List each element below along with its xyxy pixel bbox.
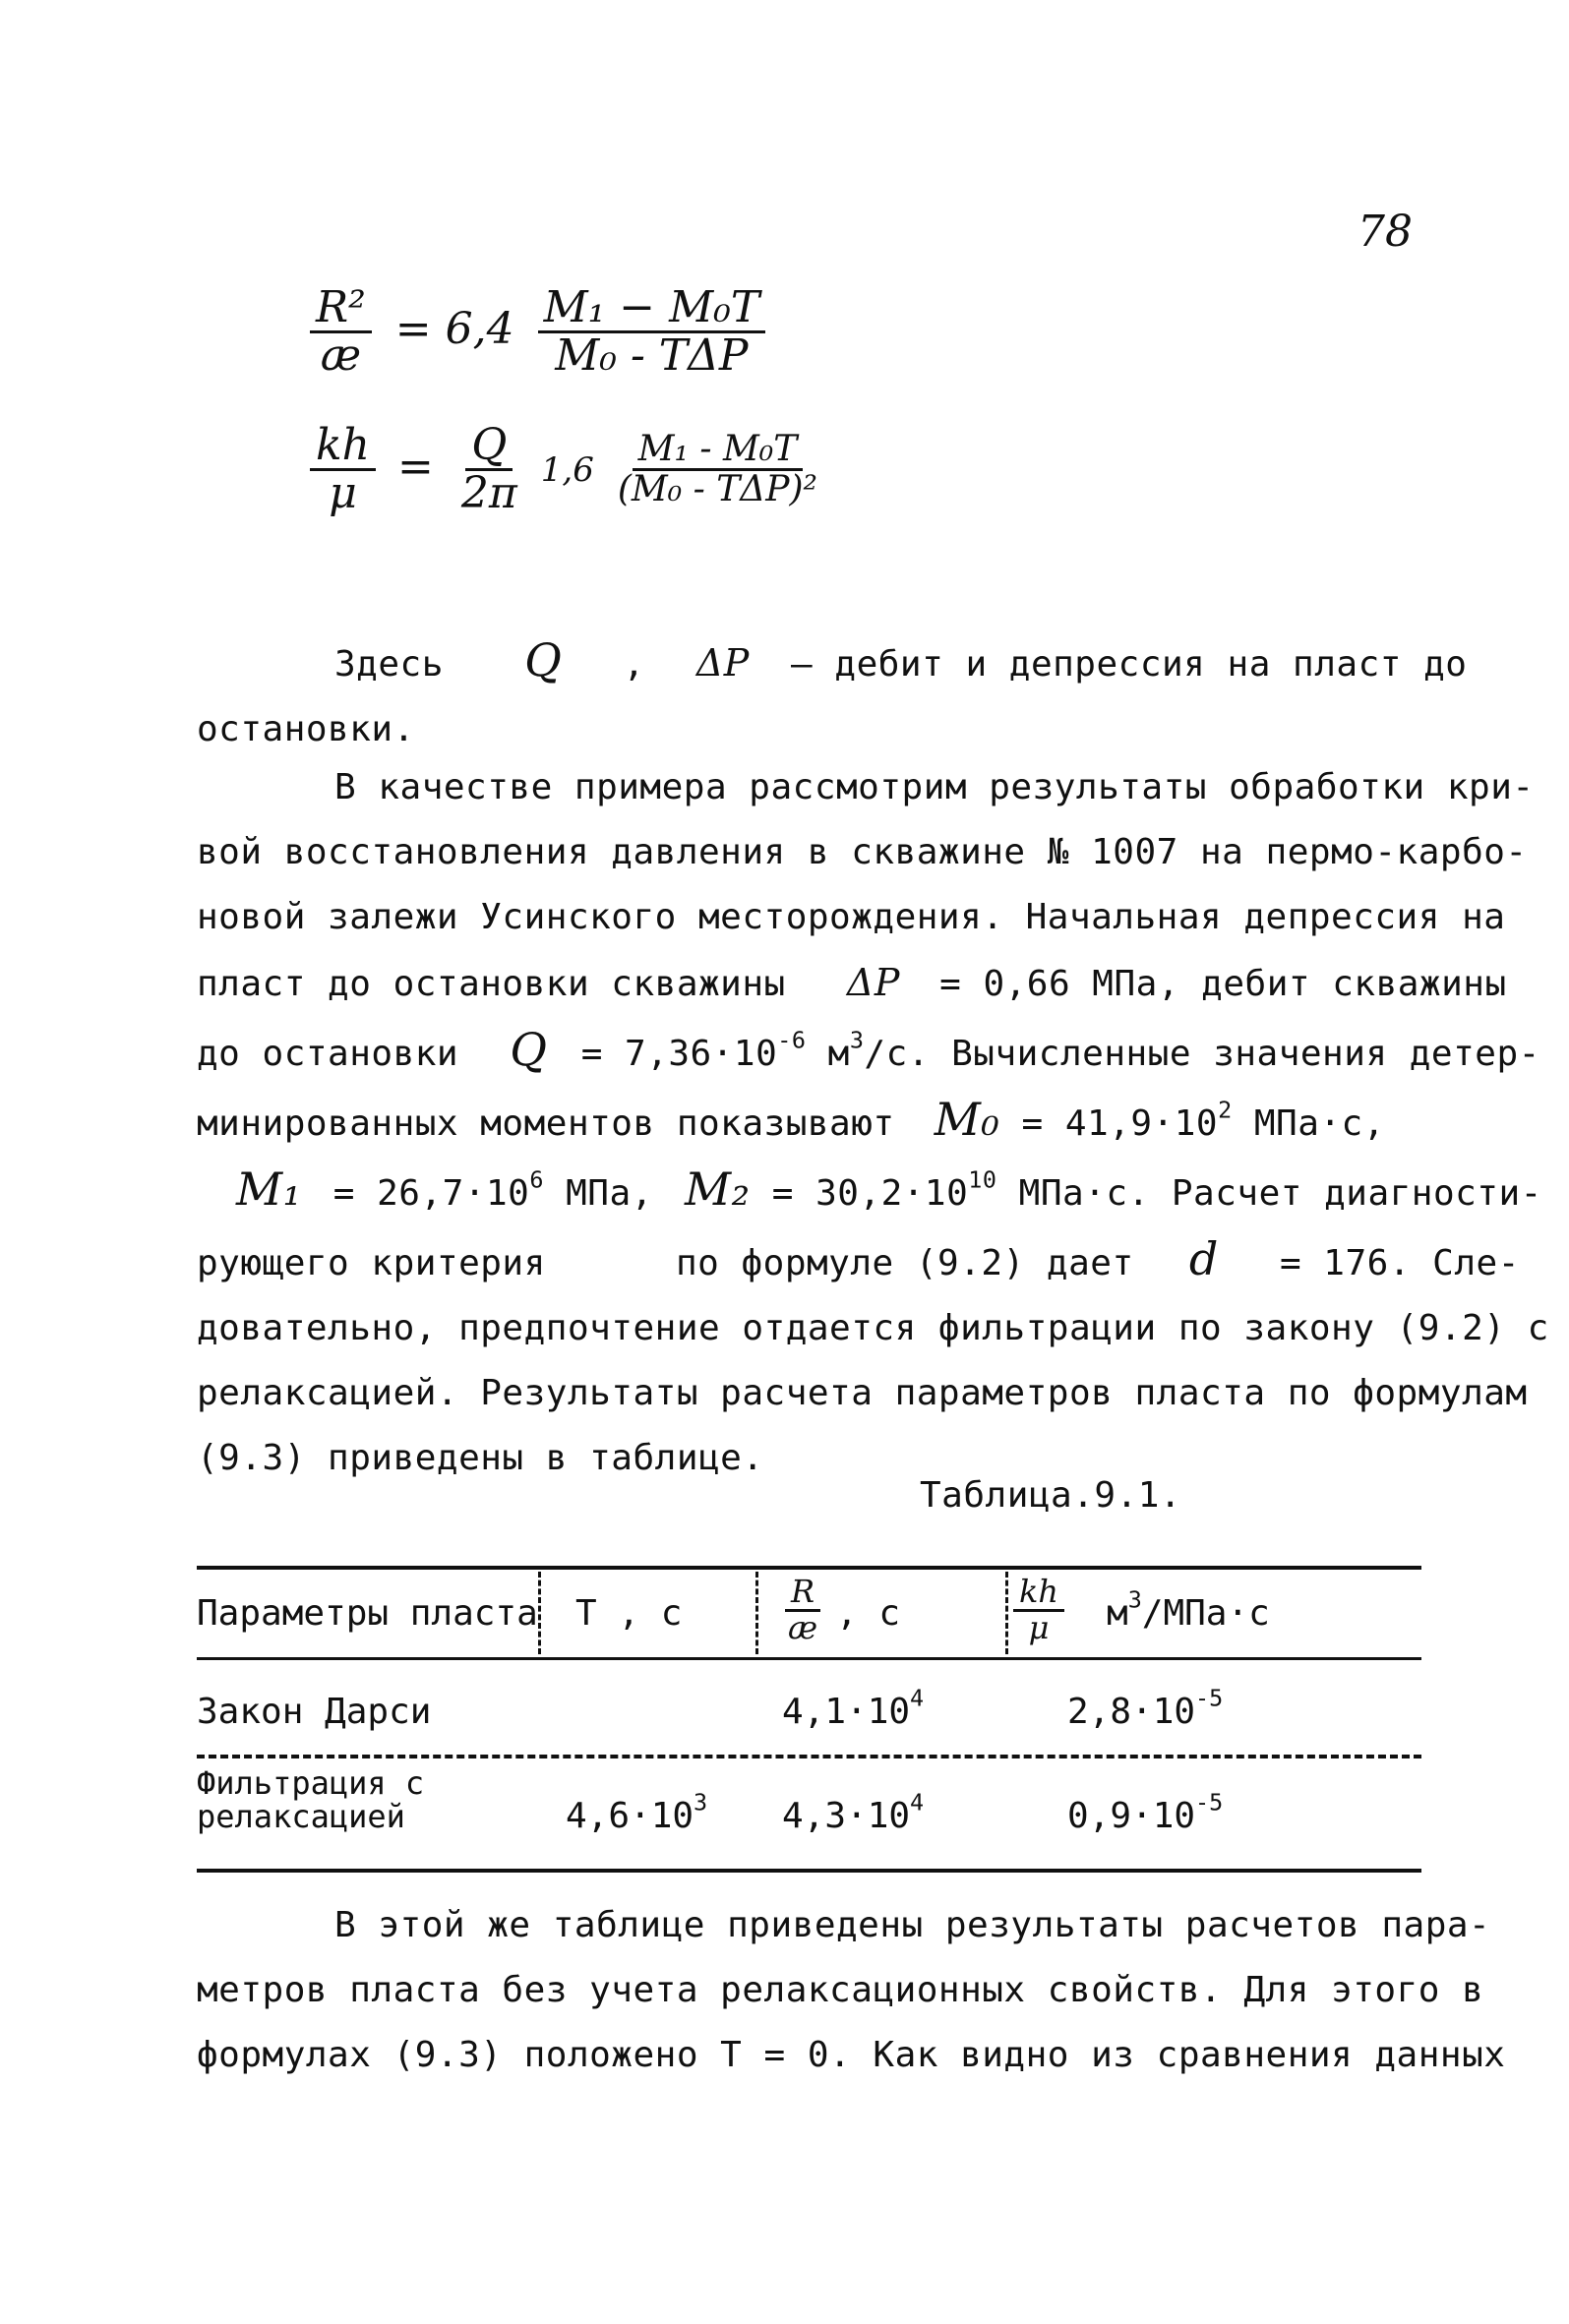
table-bottom-rule — [197, 1869, 1421, 1873]
table-header-r-unit: , c — [836, 1593, 901, 1634]
table-cell-t: $4,6\cdot 10^3$ — [566, 1788, 708, 1836]
table-header-kh-unit: $м^3/МПа\cdot с$ — [1107, 1585, 1270, 1634]
paragraph-3: В этой же таблице приведены результаты расчетов пара- метров пласта без учета релаксационных свойств. Для этого в формулах (9.3) положено T = 0. Как видно из сравнения данных — [197, 1905, 1506, 2075]
table-cell-kh: $0,9\cdot 10^{-5}$ — [1067, 1788, 1224, 1836]
formula-1-lhs: $\frac{\text{R²}}{æ}$ — [310, 285, 372, 379]
paragraph-1-line-1: Здесь Q , ΔP – дебит и депрессия на пласт до — [334, 633, 1468, 686]
table-header-r-frac: $\frac{R}{æ}$ — [782, 1576, 823, 1644]
table-header-kh-frac: $\frac{kh}{\mu}$ — [1013, 1576, 1064, 1644]
table-top-rule — [197, 1566, 1421, 1570]
table-row-separator — [197, 1755, 1421, 1758]
formula-2-q-frac: $\frac{Q}{2\pi}$ — [460, 420, 517, 519]
table-cell-kh: $2,8\cdot 10^{-5}$ — [1067, 1684, 1224, 1732]
table-cell-label: Фильтрация с релаксацией — [197, 1764, 425, 1835]
table-header-rule — [197, 1657, 1421, 1660]
page-number: 78 — [1358, 207, 1413, 257]
formula-2-lhs: $\frac{kh}{\mu}$ — [310, 423, 376, 516]
table-cell-r: $4,1\cdot 10^4$ — [782, 1684, 925, 1732]
table-col-divider — [538, 1572, 541, 1654]
paragraph-2: В качестве примера рассмотрим результаты обработки кри- вой восстановления давления в скважине № 1007 на пермо-карбо- новой залежи Усинского месторождения. Начальная депрессия на пласт до остановки скважины ΔP = 0,66 МПа, дебит скважины до остановки $Q = 7,36\cdot 10^{-6}$ $м^3/с$. Вычисленные значения детер- минированных моментов показывают $M_0 = 41,9\cdot 10^2$ МПа·с, $M_1 = 26,7\cdot 10^6$ МПа, $M_2 = 30,2\cdot 10^{10}$ МПа·с. Расчет диагности- рующего критерия по формуле (9.2) дает d = 176. Сле- довательно, предпочтение отдается фильтрации по закону (9.2) с релаксацией. Результаты расчета параметров пласта по формулам (9.3) приведены в таблице. — [197, 767, 1549, 1478]
table-cell-label: Закон Дарси — [197, 1692, 432, 1732]
formula-1 — [310, 282, 765, 382]
table-cell-r: $4,3\cdot 10^4$ — [782, 1788, 925, 1836]
formula-1-coef: = 6,4 — [394, 304, 514, 355]
formula-1-rhs: $\frac{\text{M₁ − M₀T}}{\text{M₀ - TΔP}}$ — [538, 285, 766, 379]
paragraph-1: Здесь Q , ΔP – дебит и депрессия на пласт до остановки. — [197, 627, 1467, 762]
formula-2-rhs: $\frac{\text{M₁ - M₀T}}{\text{(M₀ - TΔP)²}}$ — [617, 429, 817, 510]
formula-2: $\frac{kh}{\mu}$ = $\frac{Q}{2\pi}$ 1,6 $\frac{\text{M₁ - M₀T}}{\text{(M₀ - TΔP)²}}$ — [310, 423, 823, 516]
table-col-divider — [755, 1572, 758, 1654]
table-col-divider — [1005, 1572, 1008, 1654]
table-header-t: T , c — [575, 1593, 683, 1634]
table-caption: Таблица.9.1. — [920, 1475, 1182, 1516]
table-header-params: Параметры пласта — [197, 1593, 538, 1634]
